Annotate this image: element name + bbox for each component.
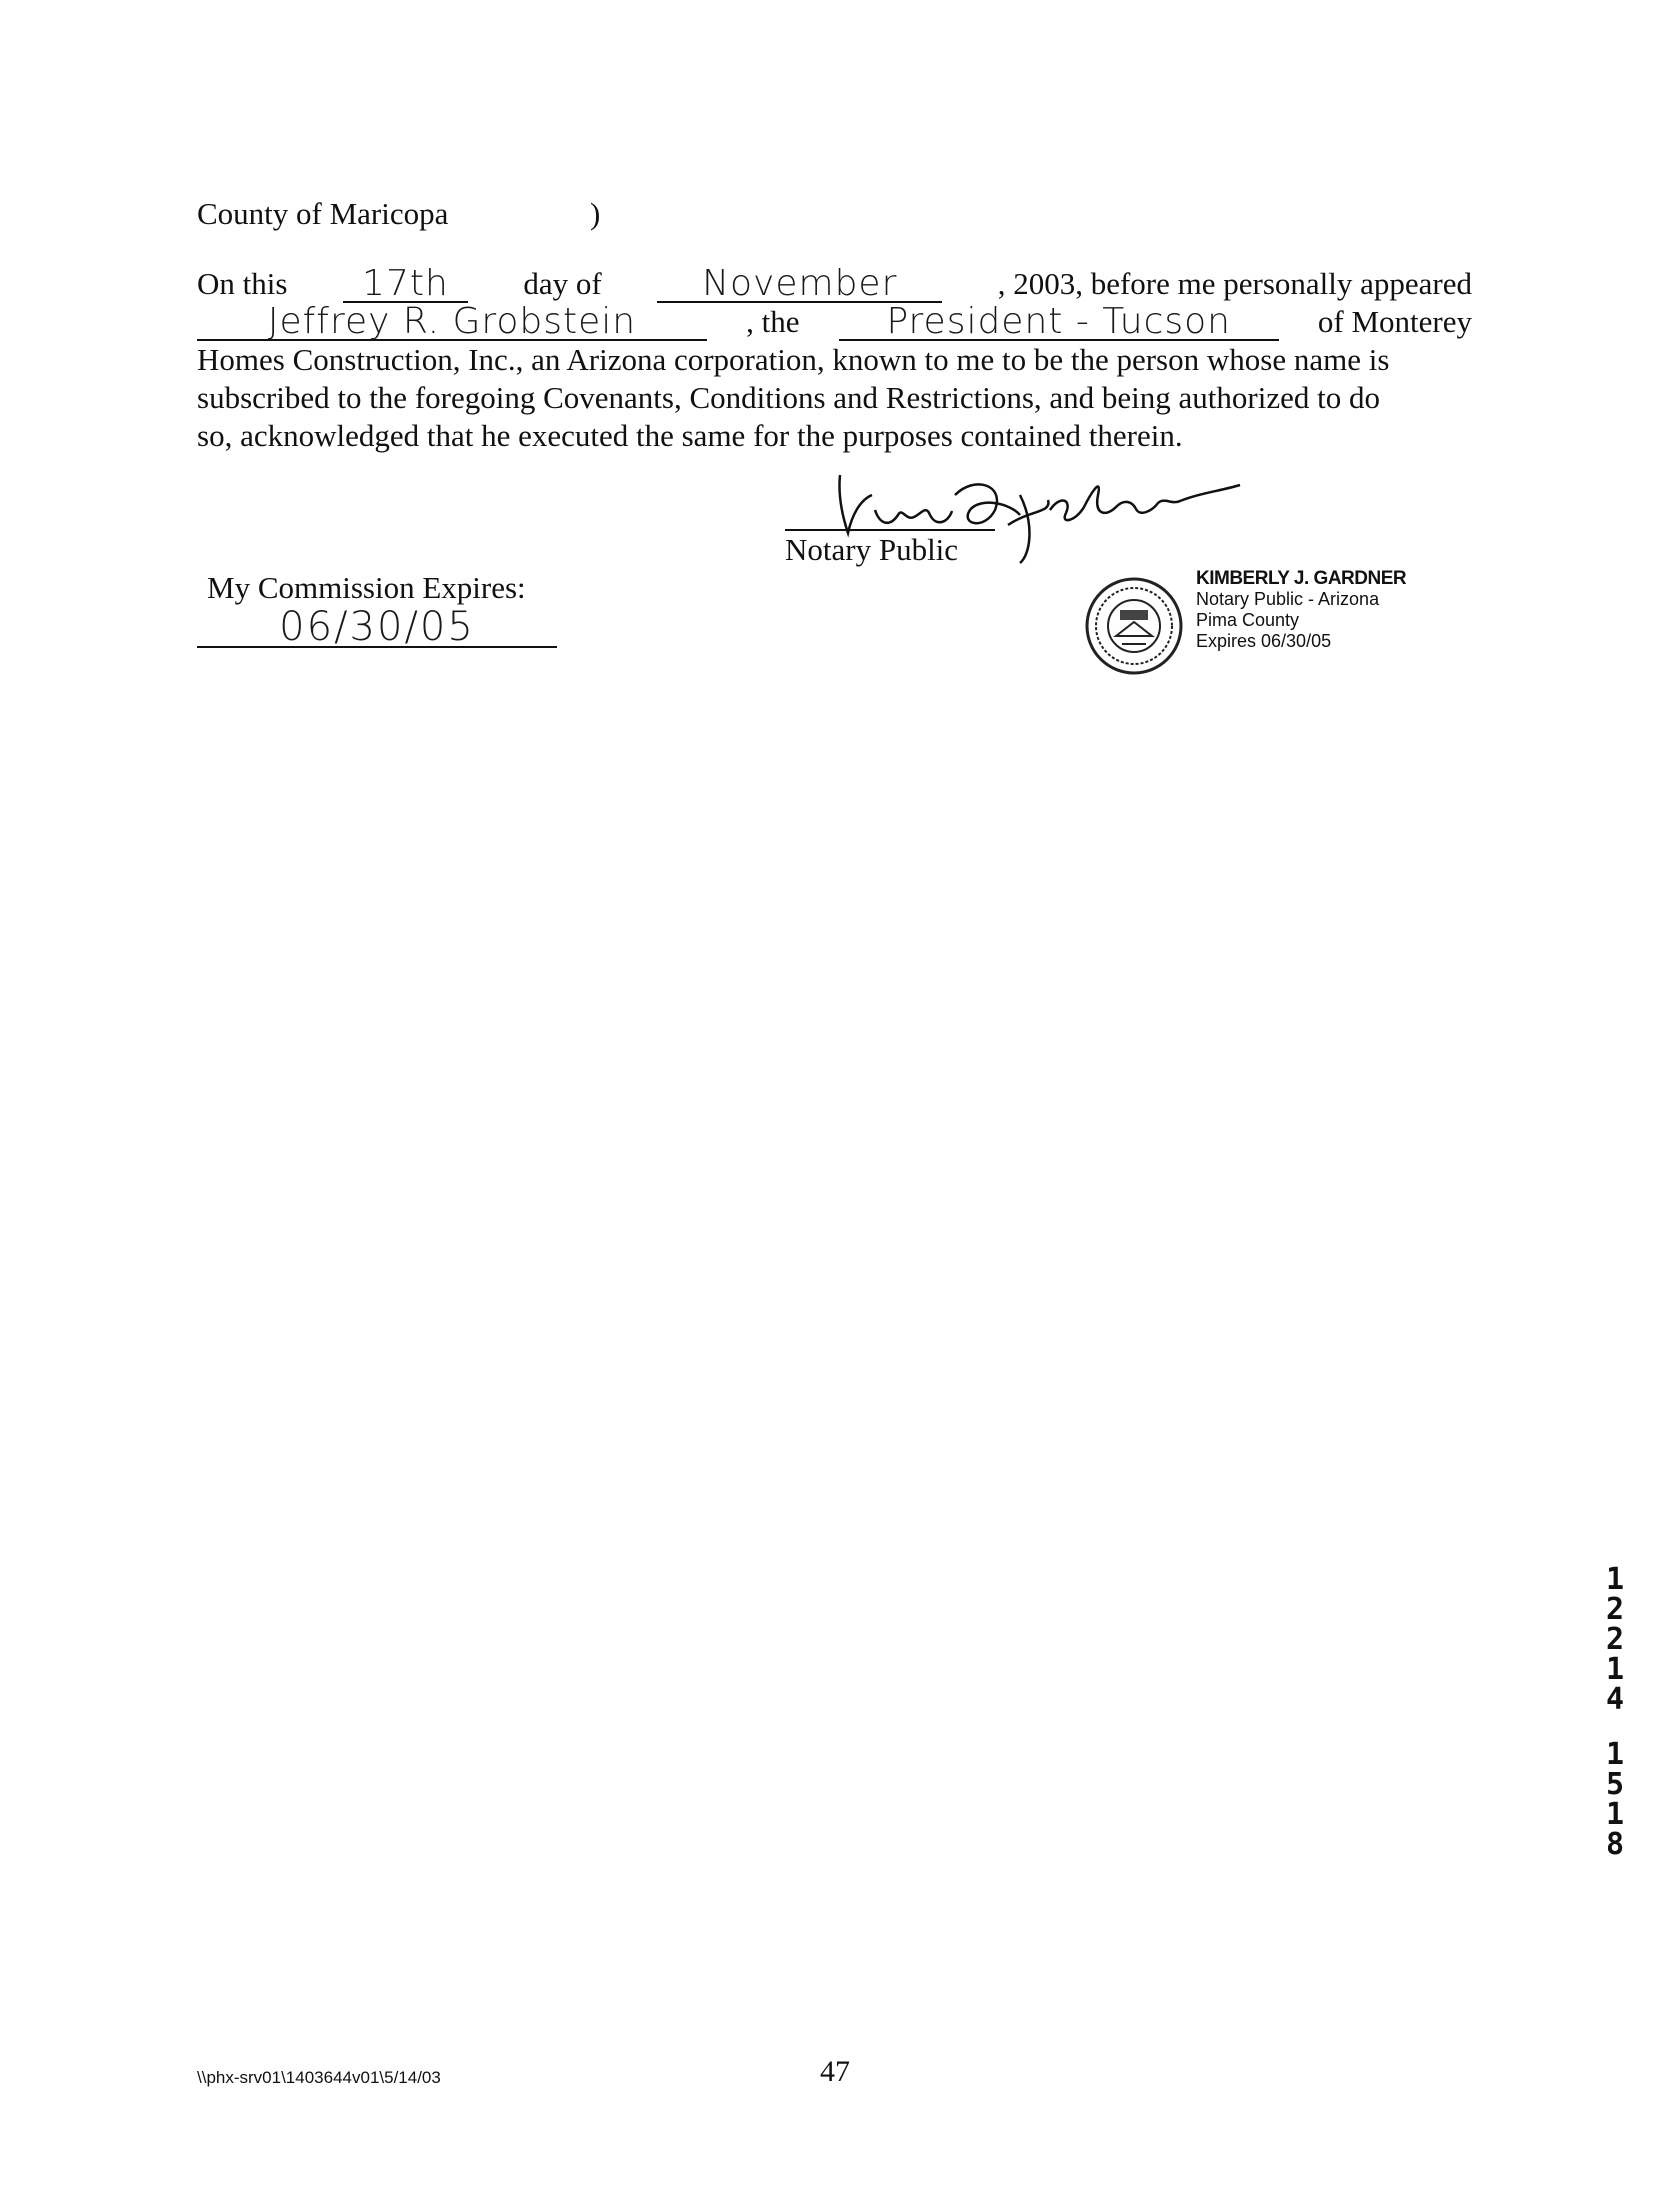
notary-seal-icon	[1084, 576, 1184, 676]
title-handwritten: President - Tucson	[886, 301, 1231, 342]
county-paren: )	[590, 196, 601, 231]
name-blank	[197, 301, 707, 342]
seal-line-1: Notary Public - Arizona	[1196, 589, 1380, 609]
margin-digit: 5	[1605, 1767, 1625, 1802]
day-of-text: day of	[523, 266, 602, 301]
commission-expires-label: My Commission Expires:	[207, 570, 526, 605]
day-blank	[343, 263, 468, 304]
seal-line-2: Pima County	[1196, 610, 1300, 630]
footer-file-path: \\phx-srv01\1403644v01\5/14/03	[197, 2068, 441, 2087]
month-handwritten: November	[702, 263, 898, 304]
recording-number	[1600, 1562, 1630, 1862]
commission-date-blank	[197, 604, 557, 648]
margin-digit: 4	[1605, 1682, 1625, 1717]
on-this-text: On this	[197, 266, 288, 301]
name-handwritten: Jeffrey R. Grobstein	[267, 301, 637, 342]
day-handwritten: 17th	[362, 263, 449, 304]
notary-seal-text	[1196, 568, 1406, 652]
ack-line-1	[197, 265, 1472, 303]
title-blank	[839, 301, 1279, 342]
ack-line-4: subscribed to the foregoing Covenants, Conditions and Restrictions, and being authorized to do	[197, 380, 1380, 415]
acknowledgment-paragraph	[197, 265, 1472, 455]
of-monterey-text: of Monterey	[1317, 304, 1472, 339]
year-text: , 2003, before me personally appeared	[997, 266, 1472, 301]
margin-digit: 1	[1605, 1652, 1625, 1687]
margin-digit: 1	[1605, 1737, 1625, 1772]
margin-digit: 8	[1605, 1827, 1625, 1862]
the-text: , the	[746, 304, 800, 339]
seal-notary-name: KIMBERLY J. GARDNER	[1196, 568, 1407, 589]
margin-digit: 1	[1605, 1562, 1625, 1597]
page-number: 47	[820, 2055, 850, 2088]
margin-digit: 1	[1605, 1797, 1625, 1832]
county-label: County of Maricopa	[197, 196, 449, 231]
ack-line-2	[197, 303, 1472, 341]
ack-line-3: Homes Construction, Inc., an Arizona corporation, known to me to be the person whose name is	[197, 342, 1390, 377]
ack-line-5: so, acknowledged that he executed the same for the purposes contained therein.	[197, 418, 1183, 453]
seal-line-3: Expires 06/30/05	[1196, 631, 1332, 651]
month-blank	[657, 263, 942, 304]
notary-public-label: Notary Public	[785, 532, 959, 567]
commission-date-handwritten: 06/30/05	[279, 604, 475, 650]
margin-digit: 2	[1605, 1622, 1625, 1657]
margin-digit: 2	[1605, 1592, 1625, 1627]
